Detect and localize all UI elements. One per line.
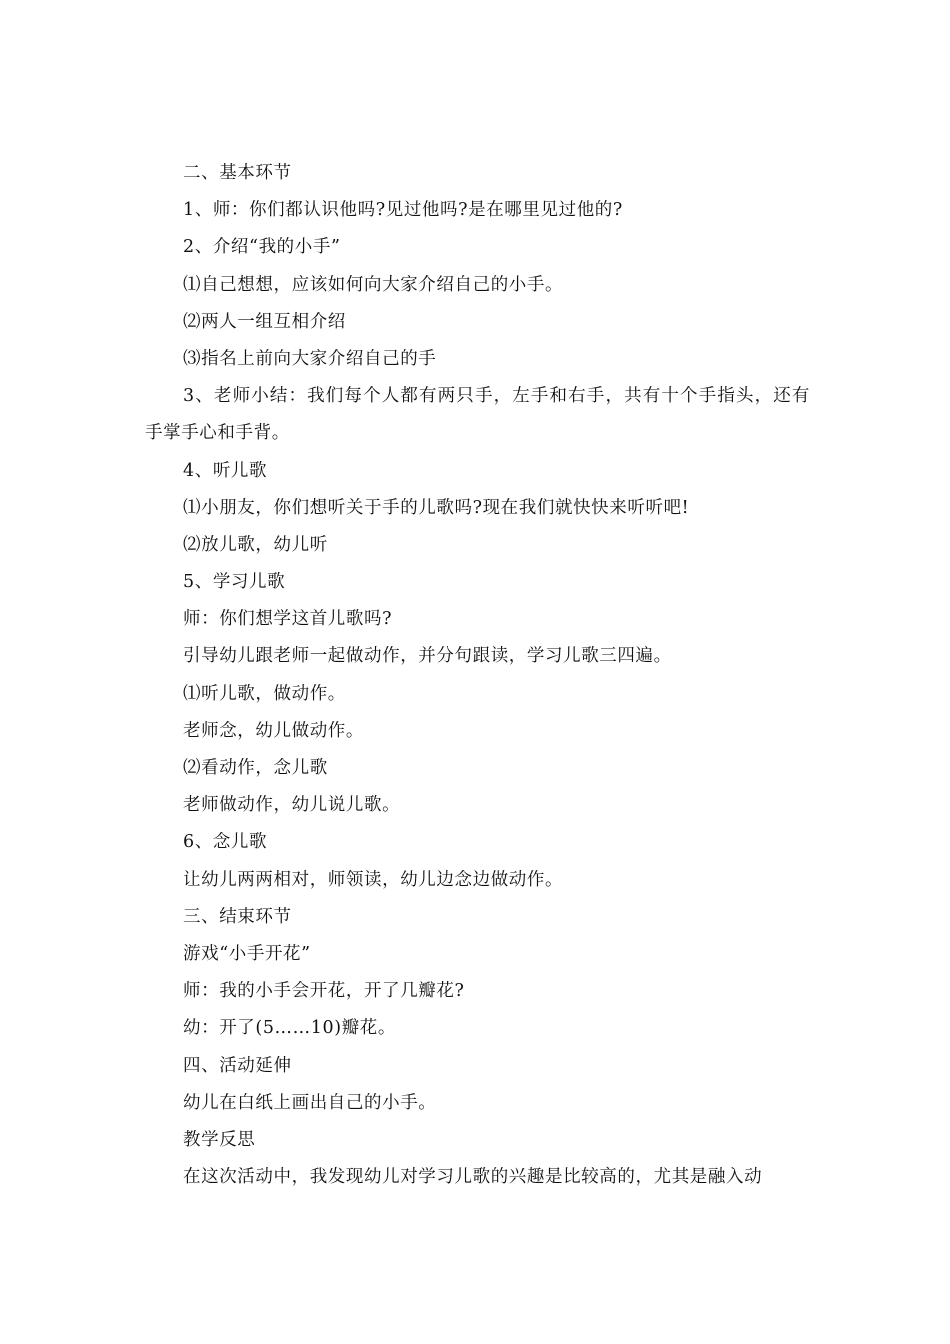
paragraph: 6、念儿歌 bbox=[183, 832, 268, 853]
paragraph: 幼儿在白纸上画出自己的小手。 bbox=[183, 1092, 437, 1113]
paragraph: 游戏“小手开花” bbox=[183, 943, 311, 964]
paragraph: 1、师：你们都认识他吗?见过他吗?是在哪里见过他的? bbox=[183, 200, 623, 221]
paragraph: 引导幼儿跟老师一起做动作，并分句跟读，学习儿歌三四遍。 bbox=[183, 646, 672, 667]
paragraph: 在这次活动中，我发现幼儿对学习儿歌的兴趣是比较高的，尤其是融入动 bbox=[183, 1167, 763, 1188]
paragraph: 让幼儿两两相对，师领读，幼儿边念边做动作。 bbox=[183, 869, 564, 890]
paragraph: ⑶指名上前向大家介绍自己的手 bbox=[183, 348, 437, 369]
document-body bbox=[145, 155, 810, 1196]
paragraph: 老师念，幼儿做动作。 bbox=[183, 720, 364, 741]
paragraph: 4、听儿歌 bbox=[183, 460, 268, 481]
section-heading-extension: 四、活动延伸 bbox=[183, 1055, 292, 1076]
paragraph: 师：我的小手会开花，开了几瓣花? bbox=[183, 981, 465, 1002]
paragraph: ⑵两人一组互相介绍 bbox=[183, 311, 346, 332]
paragraph: 2、介绍“我的小手” bbox=[183, 237, 341, 258]
paragraph: 师：你们想学这首儿歌吗? bbox=[183, 609, 393, 630]
section-heading-ending: 三、结束环节 bbox=[183, 906, 292, 927]
paragraph: ⑵看动作，念儿歌 bbox=[183, 758, 328, 779]
paragraph: 3、老师小结：我们每个人都有两只手，左手和右手，共有十个手指头，还有手掌手心和手背。 bbox=[145, 386, 810, 444]
paragraph: 老师做动作，幼儿说儿歌。 bbox=[183, 795, 401, 816]
section-heading-basic: 二、基本环节 bbox=[183, 163, 292, 183]
paragraph: ⑴自己想想，应该如何向大家介绍自己的小手。 bbox=[183, 274, 564, 295]
paragraph: 幼：开了(5……10)瓣花。 bbox=[183, 1018, 396, 1039]
paragraph: ⑵放儿歌，幼儿听 bbox=[183, 534, 328, 555]
paragraph: ⑴听儿歌，做动作。 bbox=[183, 683, 346, 704]
paragraph: 5、学习儿歌 bbox=[183, 572, 286, 593]
paragraph: ⑴小朋友，你们想听关于手的儿歌吗?现在我们就快快来听听吧! bbox=[183, 497, 690, 518]
section-heading-reflection: 教学反思 bbox=[183, 1129, 256, 1150]
